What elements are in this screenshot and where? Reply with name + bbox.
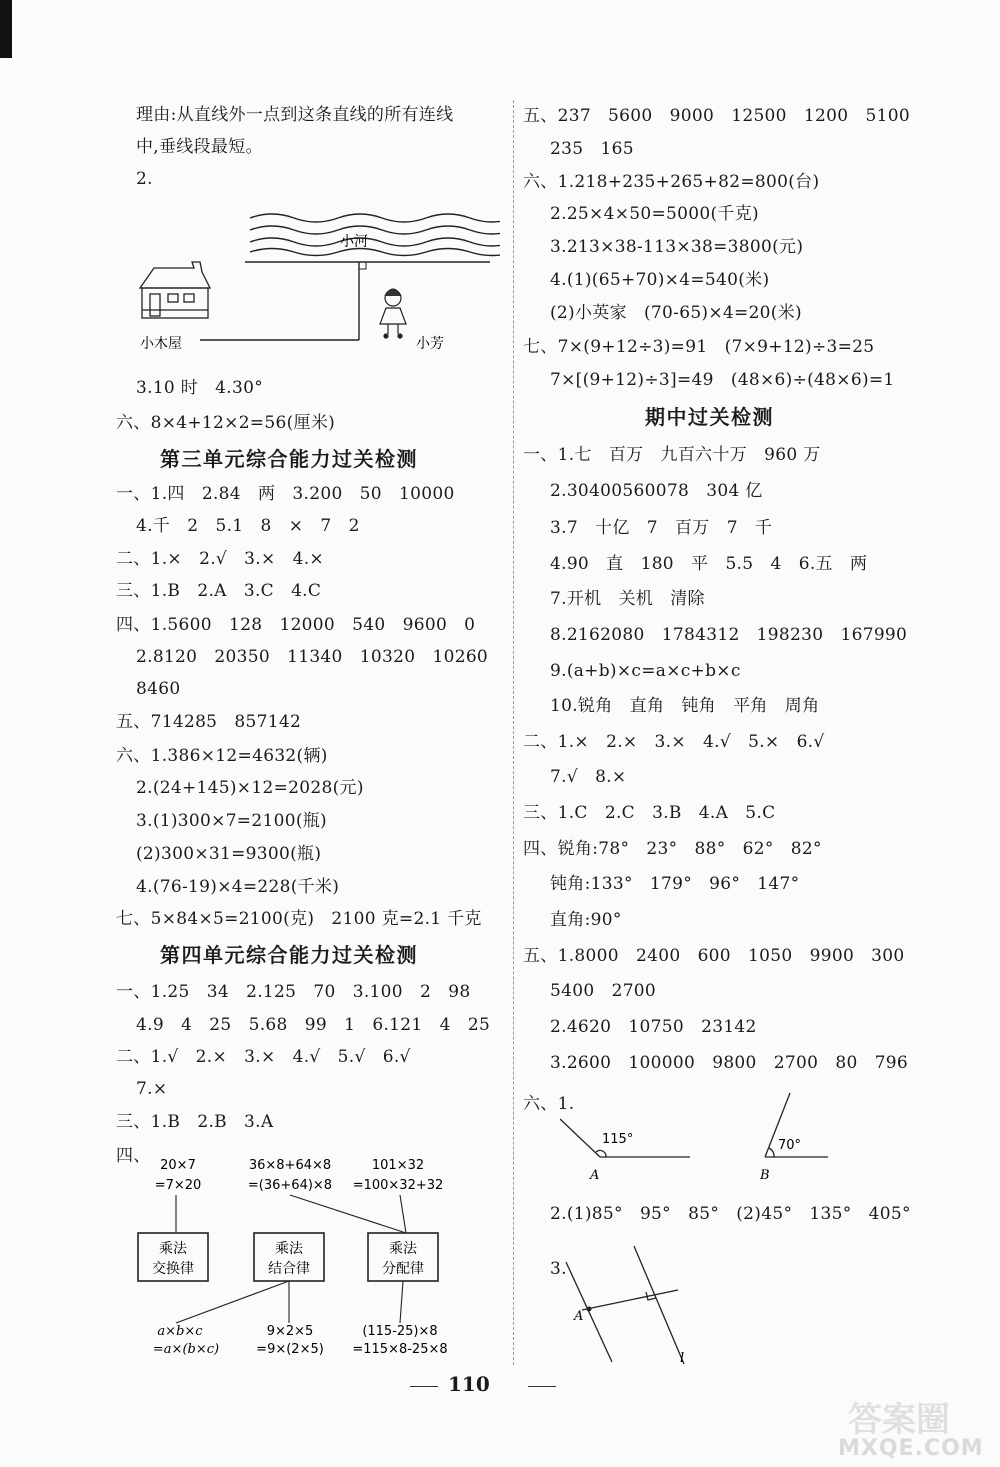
river-diagram: [130, 190, 500, 370]
match-top-2a: 36×8+64×8: [248, 1158, 332, 1173]
u3-line: 七、5×84×5=2100(克) 2100 克=2.1 千克: [116, 909, 482, 929]
r-top-line: (2)小英家 (70-65)×4=20(米): [550, 303, 802, 323]
match-bottom-1a: a×b×c: [157, 1324, 203, 1339]
match-bottom-3b: =115×8-25×8: [352, 1342, 448, 1357]
item-2-label: 2.: [136, 169, 153, 189]
column-divider: [513, 100, 514, 1365]
house-label: 小木屋: [140, 336, 182, 352]
unit4-title: 第四单元综合能力过关检测: [160, 943, 418, 967]
watermark-title: 答案圈: [848, 1400, 950, 1440]
u3-line: 8460: [136, 679, 181, 699]
mid-line: 3.7 十亿 7 百万 7 千: [550, 518, 773, 538]
u3-line: 3.(1)300×7=2100(瓶): [136, 811, 327, 831]
r-top-line: 3.213×38-113×38=3800(元): [550, 237, 804, 257]
u3-line: 五、714285 857142: [116, 712, 302, 732]
u4-line: 三、1.B 2.B 3.A: [116, 1112, 274, 1132]
match-bottom-1b: =a×(b×c): [152, 1342, 220, 1357]
girl-label: 小芳: [416, 336, 444, 352]
u3-line: 一、1.四 2.84 两 3.200 50 10000: [116, 484, 455, 504]
match-bottom-3a: (115-25)×8: [362, 1324, 438, 1339]
mid-line: 7.√ 8.×: [550, 767, 627, 787]
mid-line: 9.(a+b)×c=a×c+b×c: [550, 661, 741, 681]
r-top-line: 4.(1)(65+70)×4=540(米): [550, 270, 770, 290]
box-associative-2: 结合律: [268, 1261, 310, 1277]
reason-line-2: 中,垂线段最短。: [136, 137, 263, 157]
u4-line: 7.×: [136, 1079, 168, 1099]
u3-line: 4.千 2 5.1 8 × 7 2: [136, 516, 360, 536]
box-distributive-2: 分配律: [382, 1261, 424, 1277]
r-top-line: 7×[(9+12)÷3]=49 (48×6)÷(48×6)=1: [550, 370, 895, 390]
mid-line: 7.开机 关机 清除: [550, 589, 705, 609]
mid-line: 4.90 直 180 平 5.5 4 6.五 两: [550, 554, 868, 574]
angle-a-value: 115°: [602, 1132, 634, 1147]
mid-line: 六、1.: [523, 1094, 575, 1114]
mid-line: 5400 2700: [550, 981, 657, 1001]
u3-line: 4.(76-19)×4=228(千米): [136, 877, 340, 897]
mid-line: 8.2162080 1784312 198230 167990: [550, 625, 908, 645]
mid-line: 一、1.七 百万 九百六十万 960 万: [523, 445, 821, 465]
angle-b-value: 70°: [778, 1138, 802, 1153]
mid-line: 3.2600 100000 9800 2700 80 796: [550, 1053, 909, 1073]
mid-line: 2.30400560078 304 亿: [550, 481, 763, 501]
watermark-url: MXQE.COM: [838, 1436, 984, 1461]
match-top-1a: 20×7: [160, 1158, 196, 1173]
u3-line: 二、1.× 2.√ 3.× 4.×: [116, 549, 324, 569]
mid-line: 钝角:133° 179° 96° 147°: [550, 874, 800, 894]
match-top-2b: =(36+64)×8: [247, 1178, 333, 1193]
u3-line: 2.8120 20350 11340 10320 10260: [136, 647, 489, 667]
box-commutative-2: 交换律: [152, 1261, 194, 1277]
box-associative-1: 乘法: [275, 1241, 303, 1257]
box-distributive-1: 乘法: [389, 1241, 417, 1257]
page-number-dash-right: [528, 1386, 556, 1387]
r-top-line: 六、1.218+235+265+82=800(台): [523, 172, 820, 192]
river-label: 小河: [340, 234, 368, 250]
u4-line: 4.9 4 25 5.68 99 1 6.121 4 25: [136, 1015, 491, 1035]
answer-3-4: 3.10 时 4.30°: [136, 378, 264, 398]
unit3-title: 第三单元综合能力过关检测: [160, 447, 418, 471]
u4-line: 一、1.25 34 2.125 70 3.100 2 98: [116, 982, 471, 1002]
match-bottom-2a: 9×2×5: [266, 1324, 314, 1339]
house-icon: [140, 262, 210, 318]
mid-line: 10.锐角 直角 钝角 平角 周角: [550, 696, 820, 716]
page-number-dash-left: [410, 1386, 438, 1387]
perpendicular-lines-diagram: [560, 1240, 700, 1370]
answer-6: 六、8×4+12×2=56(厘米): [116, 413, 336, 433]
midterm-title: 期中过关检测: [645, 405, 774, 429]
fig3-line-label: l: [680, 1351, 685, 1366]
mid-line: 3.: [550, 1259, 567, 1279]
u4-line: 四、: [116, 1146, 151, 1166]
page-number: 110: [448, 1372, 490, 1396]
match-top-3b: =100×32+32: [352, 1178, 444, 1193]
angles-diagram: [560, 1085, 860, 1185]
reason-line-1: 理由:从直线外一点到这条直线的所有连线: [136, 105, 454, 125]
scan-edge-mark: [0, 0, 12, 58]
mid-line: 2.4620 10750 23142: [550, 1017, 757, 1037]
u3-line: 四、1.5600 128 12000 540 9600 0: [116, 615, 476, 635]
r-top-line: 235 165: [550, 139, 634, 159]
girl-icon: [380, 289, 406, 338]
angle-b-point: B: [760, 1168, 770, 1183]
box-commutative-1: 乘法: [159, 1241, 187, 1257]
site-watermark: [838, 1392, 988, 1462]
r-top-line: 五、237 5600 9000 12500 1200 5100: [523, 106, 910, 126]
match-bottom-2b: =9×(2×5): [256, 1342, 324, 1357]
u3-line: 六、1.386×12=4632(辆): [116, 746, 328, 766]
match-top-1b: =7×20: [154, 1178, 202, 1193]
match-top-3a: 101×32: [371, 1158, 425, 1173]
r-top-line: 七、7×(9+12÷3)=91 (7×9+12)÷3=25: [523, 337, 875, 357]
mid-line: 二、1.× 2.× 3.× 4.√ 5.× 6.√: [523, 732, 825, 752]
mid-line: 三、1.C 2.C 3.B 4.A 5.C: [523, 803, 776, 823]
u3-line: (2)300×31=9300(瓶): [136, 844, 322, 864]
angle-a-point: A: [590, 1168, 600, 1183]
u3-line: 三、1.B 2.A 3.C 4.C: [116, 581, 322, 601]
u3-line: 2.(24+145)×12=2028(元): [136, 778, 364, 798]
mid-line: 直角:90°: [550, 910, 622, 930]
r-top-line: 2.25×4×50=5000(千克): [550, 204, 759, 224]
mid-line: 四、锐角:78° 23° 88° 62° 82°: [523, 839, 822, 859]
fig3-point-a: A: [574, 1309, 584, 1324]
u4-line: 二、1.√ 2.× 3.× 4.√ 5.√ 6.√: [116, 1047, 411, 1067]
multiplication-law-matching-diagram: [130, 1155, 470, 1365]
mid-line: 五、1.8000 2400 600 1050 9900 300: [523, 946, 905, 966]
mid-line: 2.(1)85° 95° 85° (2)45° 135° 405°: [550, 1204, 911, 1224]
